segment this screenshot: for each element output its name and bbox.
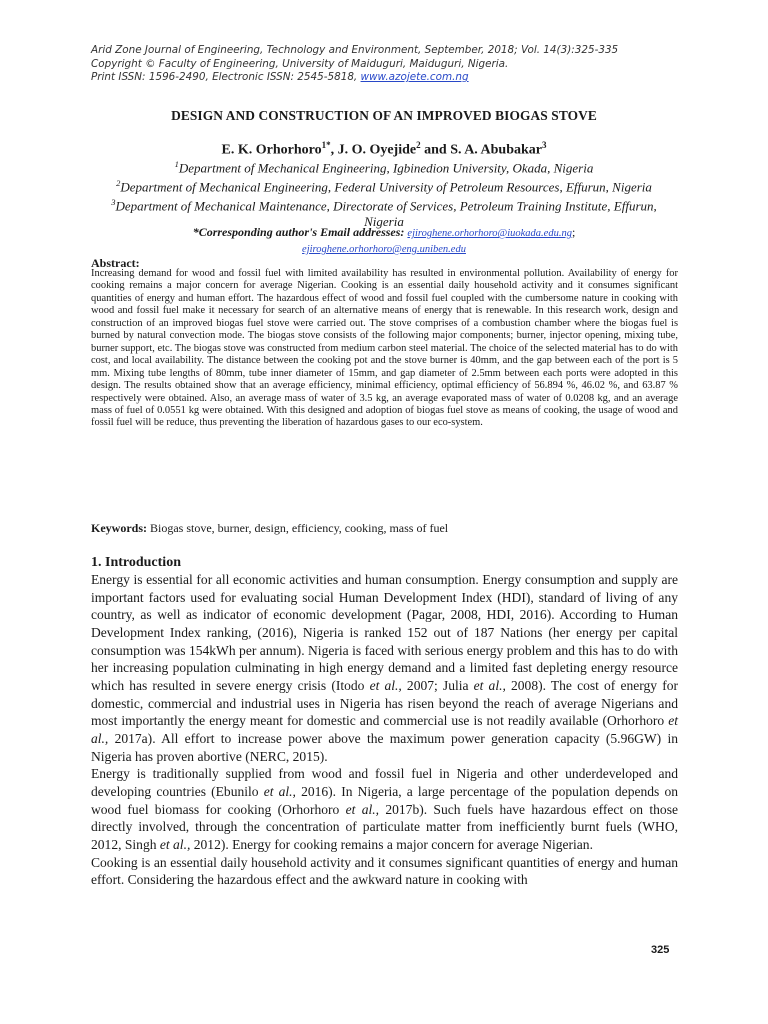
text-run: Energy is essential for all economic activities and human consumption. Energy consumption and supply are important factors used for evaluating social Human Development Index (HDI), standard of living of any country, as well as indicator of economic development (Pagar, 2008, HDI, 2016). According to Human Development Index ranking, (2016), Nigeria is ranked 152 out of 187 Nations (her energy per capital consumption was 154kWh per annum). Nigeria is faced with serious energy problem and this has to do with her increasing population culminating in high energy demand and a limited fast depleting energy resource which has resulted in severe energy crisis (Itodo <box>91 572 678 693</box>
affiliation-text: Department of Mechanical Engineering, Igbinedion University, Okada, Nigeria <box>178 160 594 176</box>
affiliation-text: Department of Mechanical Engineering, Federal University of Petroleum Resources, Effurun, Nigeria <box>120 179 652 195</box>
text-run: et al., <box>473 677 506 693</box>
abstract-text: Increasing demand for wood and fossil fuel with limited availability has resulted in environmental pollution. Availability of energy for cooking remains a major concern for average Nigerian. Cooking is an essential daily household activity and it consumes significant quantities of energy and human effort. The hazardous effect of wood and fossil fuel coupled with the cumbersome nature in cooking with wood and fossil fuel make it necessary for search of an alternative means of energy that is renewable. In this research work, design and construction of an improved biogas fuel stove were carried out. The stove comprises of a combustion chamber where the biogas fuel is burned by natural convection mode. The biogas stove consists of the following major components; burner, injector opening, mixing tube, burner support, etc. The biogas stove was constructed from medium carbon steel material. The choice of the selected material has to do with cost, and local availability. The distance between the cooking pot and the stove burner is 40mm, and the gap between each of the port is 5 mm. Mixing tube lengths of 80mm, tube inner diameter of 15mm, and gap diameter of 2.5mm between each ports were adopted in this design. The results obtained show that an average efficiency, minimal efficiency, optimal efficiency of 56.894 %, 46.02 %, and 63.87 % respectively were obtained. Also, an average mass of water of 3.5 kg, an average evaporated mass of water of 0.0208 kg, and an average mass of fuel of 0.0551 kg were obtained. With this designed and adoption of biogas fuel stove as means of cooking, the usage of wood and fossil fuel will be reduce, thus preventing the liberation of hazardous gases to our eco-system. <box>91 268 678 429</box>
affiliation-mark: 2 <box>116 177 121 188</box>
affiliation-mark: 3 <box>111 196 116 207</box>
section-heading: 1. Introduction <box>91 555 181 570</box>
keywords <box>91 521 678 536</box>
paragraph <box>91 571 678 765</box>
journal-citation: Arid Zone Journal of Engineering, Technology and Environment, September, 2018; Vol. 14(3):325-335 <box>91 44 619 56</box>
email-link-1[interactable]: ejiroghene.orhorhoro@iuokada.edu.ng <box>407 228 572 239</box>
author-affiliation-mark: 2 <box>416 140 421 150</box>
author-name: E. K. Orhorhoro <box>221 142 322 158</box>
author-list <box>91 140 677 159</box>
issn-text: Print ISSN: 1596-2490, Electronic ISSN: 2545-5818, <box>91 71 361 84</box>
author-name: S. A. Abubakar <box>450 142 543 158</box>
affiliation <box>91 157 677 176</box>
paragraph: Cooking is an essential daily household activity and it consumes significant quantities of energy and human effort. Considering the hazardous effect and the awkward nature in cooking with <box>91 854 678 888</box>
text-run: et al., <box>159 836 191 852</box>
corresponding-label: *Corresponding author's Email addresses: <box>192 225 408 239</box>
introduction-body <box>91 571 678 889</box>
issn-line <box>91 71 711 85</box>
journal-header <box>91 44 711 85</box>
text-run: 2007; Julia <box>401 677 474 693</box>
text-run: 2016). In Nigeria, a large percentage of the population depends on wood fuel biomass for cooking (Orhorhoro <box>91 783 678 817</box>
text-run: et al., <box>369 677 402 693</box>
author-separator: , <box>330 142 338 158</box>
affiliation-text: Department of Mechanical Maintenance, Directorate of Services, Petroleum Training Institute, Effurun, Nigeria <box>115 198 657 229</box>
author-affiliation-mark: 1* <box>321 140 331 150</box>
email-separator: ; <box>571 225 576 239</box>
copyright-line: Copyright © Faculty of Engineering, University of Maiduguri, Maiduguri, Nigeria. <box>91 57 509 70</box>
corresponding-author <box>91 225 677 257</box>
text-run: 2017a). All effort to increase power above the maximum power generation capacity (5.96GW) in Nigeria has proven abortive (NERC, 2015). <box>91 730 678 764</box>
text-run: 2008). The cost of energy for domestic, commercial and industrial uses in Nigeria has risen beyond the reach of average Nigerians and most importantly the energy meant for domestic and commercial use is not readily available (Orhorhoro <box>91 677 678 729</box>
paper-title: DESIGN AND CONSTRUCTION OF AN IMPROVED BIOGAS STOVE <box>171 108 597 123</box>
text-run: et al., <box>91 713 678 746</box>
author-separator: and <box>420 142 451 158</box>
affiliation-mark: 1 <box>174 159 179 169</box>
affiliation <box>91 176 677 195</box>
keywords-label: Keywords: <box>91 521 147 535</box>
text-run: 2017b). Such fuels have hazardous effect on those directly involved, through the concentration of particulate matter from inefficiently burnt fuels (WHO, 2012, Singh <box>91 801 678 852</box>
paragraph <box>91 765 678 853</box>
email-link-2[interactable]: ejiroghene.orhorhoro@eng.uniben.edu <box>302 244 466 255</box>
author-name: J. O. Oyejide <box>337 142 417 158</box>
journal-website-link[interactable]: www.azojete.com.ng <box>360 71 469 84</box>
author-affiliation-mark: 3 <box>542 140 547 150</box>
text-run: Energy is traditionally supplied from wood and fossil fuel in Nigeria and other underdeveloped and developing countries (Ebunilo <box>91 766 678 799</box>
abstract-heading: Abstract: <box>91 256 140 270</box>
text-run: et al., <box>345 801 380 817</box>
keywords-text: Biogas stove, burner, design, efficiency, cooking, mass of fuel <box>147 521 449 535</box>
text-run: et al., <box>263 783 296 799</box>
text-run: 2012). Energy for cooking remains a major concern for average Nigerian. <box>190 836 593 852</box>
page-number: 325 <box>651 944 670 956</box>
affiliations <box>91 157 677 229</box>
